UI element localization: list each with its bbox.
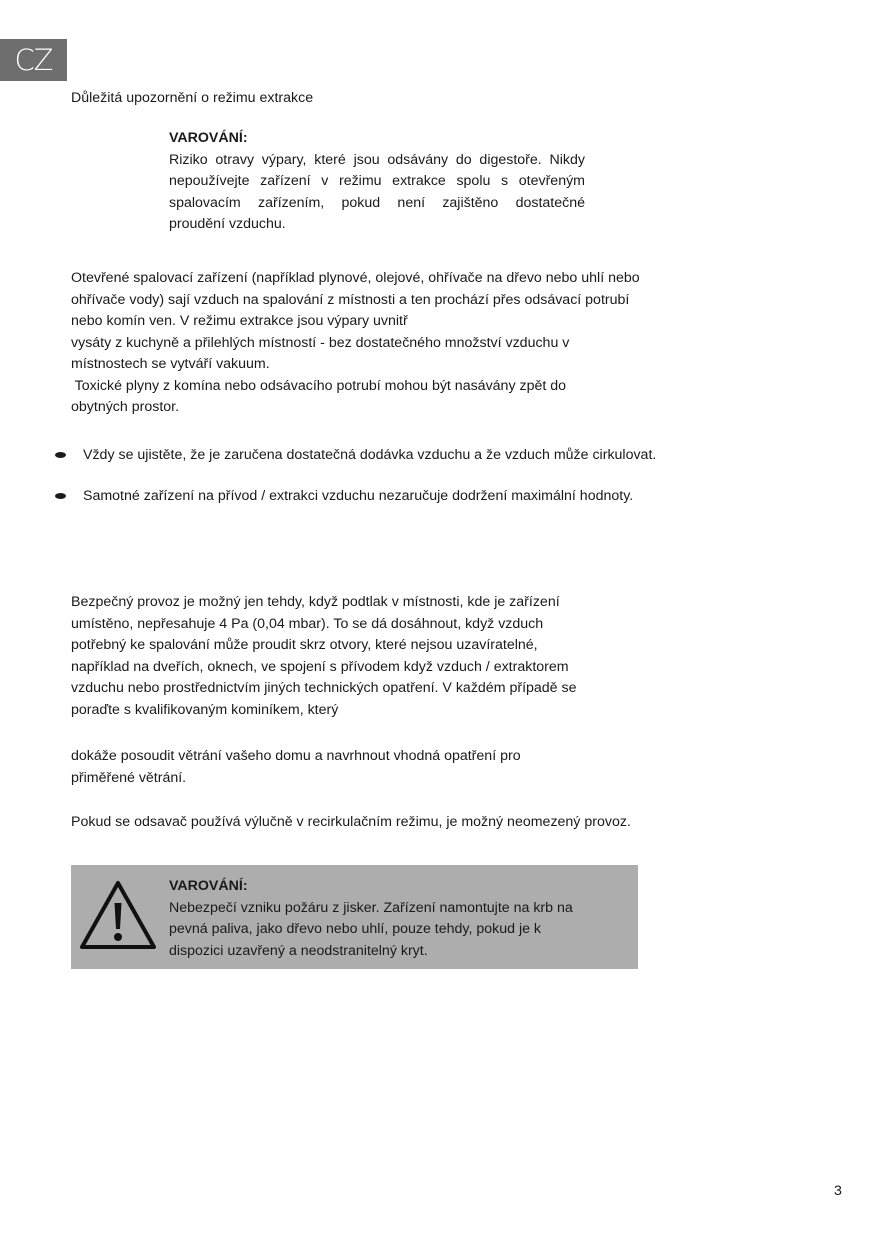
bullet-text: Vždy se ujistěte, že je zaručena dostatečná dodávka vzduchu a že vzduch může cirkulovat. [83,447,657,463]
warning-block-2 [169,876,573,962]
warning-line: Riziko otravy výpary, které jsou odsávány do digestoře. Nikdy [169,151,585,168]
warning-title: VAROVÁNÍ: [169,878,248,894]
paragraph-ventilation [71,746,521,789]
warning-block-1 [169,128,585,236]
text-line: Toxické plyny z komína nebo odsávacího potrubí mohou být nasávány zpět do [71,377,567,394]
page-number: 3 [834,1183,842,1199]
text-line: nebo komín ven. V režimu extrakce jsou výpary uvnitř [71,313,408,329]
text-line: Otevřené spalovací zařízení (například plynové, olejové, ohřívače na dřevo nebo uhlí nebo [71,270,640,286]
text-line: umístěno, nepřesahuje 4 Pa (0,04 mbar). To se dá dosáhnout, když vzduch [71,615,544,632]
text-line: přiměřené větrání. [71,769,187,786]
text-line: ohřívače vody) sají vzduch na spalování z místnosti a ten prochází přes odsávací potrubí [71,291,630,308]
text-line: potřebný ke spalování může proudit skrz otvory, které nejsou uzavíratelné, [71,637,538,653]
text-line: Bezpečný provoz je možný jen tehdy, když podtlak v místnosti, kde je zařízení [71,594,560,610]
bullet-dot-icon [55,452,66,458]
warning-line: dispozici uzavřený a neodstranitelný kryt. [169,942,428,959]
warning-line: proudění vzduchu. [169,216,286,232]
warning-box [71,865,638,969]
warning-line: pevná paliva, jako dřevo nebo uhlí, pouze tehdy, pokud je k [169,921,542,937]
language-tab: CZ [0,39,67,81]
paragraph-safe-operation [71,592,577,721]
warning-title: VAROVÁNÍ: [169,130,248,146]
text-line: například na dveřích, oknech, ve spojení s přívodem když vzduch / extraktorem [71,658,569,675]
warning-line: nepoužívejte zařízení v režimu extrakce spolu s otevřeným [169,173,585,189]
text-line: vysáty z kuchyně a přilehlých místností - bez dostatečného množství vzduchu v [71,334,570,351]
text-line: poraďte s kvalifikovaným kominíkem, který [71,701,339,718]
paragraph-combustion [71,268,640,419]
text-line: vzduchu nebo prostřednictvím jiných technických opatření. V každém případě se [71,680,577,696]
text-line: dokáže posoudit větrání vašeho domu a navrhnout vhodná opatření pro [71,748,521,764]
bullet-dot-icon [55,493,66,499]
text-line: obytných prostor. [71,399,180,415]
section-heading: Důležitá upozornění o režimu extrakce [71,90,314,106]
warning-line: Nebezpečí vzniku požáru z jisker. Zařízení namontujte na krb na [169,899,573,916]
paragraph-recirculation: Pokud se odsavač používá výlučně v recirkulačním režimu, je možný neomezený provoz. [71,814,631,830]
warning-line: spalovacím zařízením, pokud není zajištěno dostatečné [169,194,585,211]
text-line: místnostech se vytváří vakuum. [71,356,270,372]
warning-triangle-icon [79,879,157,951]
bullet-text: Samotné zařízení na přívod / extrakci vzduchu nezaručuje dodržení maximální hodnoty. [83,488,634,504]
